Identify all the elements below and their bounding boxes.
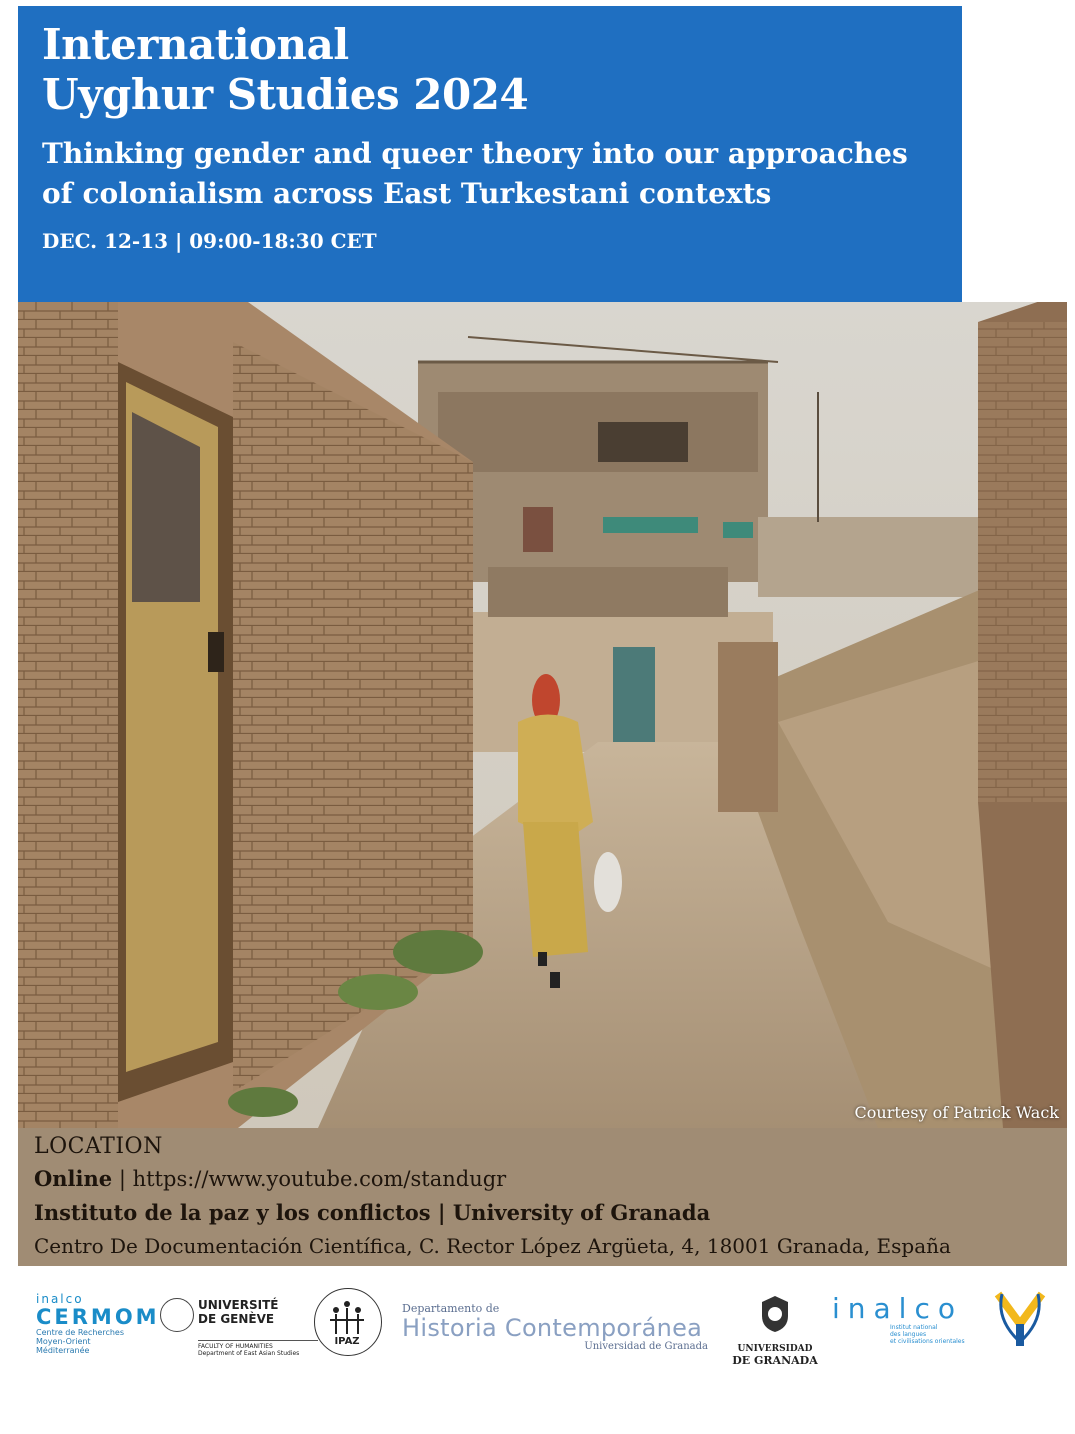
geneve-line2: DE GENÈVE <box>198 1312 275 1326</box>
partner-logos <box>0 1280 1075 1390</box>
y-emblem-icon <box>992 1290 1048 1350</box>
title-line-2: Uyghur Studies 2024 <box>42 70 529 119</box>
historia-main: Historia Contemporánea <box>402 1314 703 1342</box>
historia-dep: Departamento de <box>402 1302 500 1315</box>
subtitle: Thinking gender and queer theory into our approaches of colonialism across East Turkestani contexts <box>42 137 908 210</box>
inalco-logo <box>832 1294 965 1345</box>
online-label: Online <box>34 1166 113 1191</box>
ipaz-logo <box>314 1288 384 1358</box>
historia-logo <box>402 1302 708 1352</box>
inalco-sub1: Institut national <box>890 1324 938 1331</box>
location-heading: LOCATION <box>34 1134 163 1159</box>
geneve-seal-icon <box>160 1298 194 1332</box>
ugranada-logo <box>730 1294 820 1367</box>
cermom-sub1: Centre de Recherches <box>36 1328 125 1337</box>
poster-header <box>18 6 962 302</box>
event-date: DEC. 12-13 | 09:00-18:30 CET <box>42 229 377 253</box>
institute-name: Instituto de la paz y los conflictos | University of Granada <box>34 1200 711 1225</box>
historia-ugr: Universidad de Granada <box>584 1341 708 1352</box>
ugranada-line2: DE GRANADA <box>732 1354 818 1367</box>
geneve-line1: UNIVERSITÉ <box>198 1298 279 1312</box>
inalco-word: inalco <box>832 1292 963 1325</box>
youtube-link[interactable]: | https://www.youtube.com/standugr <box>118 1167 507 1191</box>
ugranada-line1: UNIVERSIDAD <box>737 1344 813 1354</box>
location-band <box>18 1128 1067 1266</box>
street-photo <box>18 302 1067 1128</box>
geneve-fac2: Department of East Asian Studies <box>198 1350 300 1357</box>
cermom-sub3: Méditerranée <box>36 1346 90 1355</box>
inalco-sub3: et civilisations orientales <box>890 1338 965 1345</box>
euiasc-logo <box>992 1290 1054 1354</box>
geneve-faculty <box>198 1340 318 1357</box>
title-line-1: International <box>42 20 349 69</box>
cermom-logo <box>36 1292 160 1355</box>
cermom-inalco-label: inalco <box>36 1292 84 1306</box>
venue-address: Centro De Documentación Científica, C. Rector López Argüeta, 4, 18001 Granada, España <box>34 1234 951 1258</box>
institute-row <box>34 1196 1067 1230</box>
cermom-name: CERMOM <box>36 1305 160 1329</box>
cermom-sub2: Moyen-Orient <box>36 1337 91 1346</box>
geneve-fac1: FACULTY OF HUMANITIES <box>198 1343 273 1350</box>
inalco-sub2: des langues <box>890 1331 927 1338</box>
street-scene-illustration <box>18 302 1067 1128</box>
online-row <box>34 1162 1067 1196</box>
photo-credit: Courtesy of Patrick Wack <box>854 1103 1059 1122</box>
ipaz-short: IPAZ <box>334 1336 360 1347</box>
ugranada-crest-icon <box>758 1294 792 1334</box>
geneve-name <box>198 1298 318 1326</box>
